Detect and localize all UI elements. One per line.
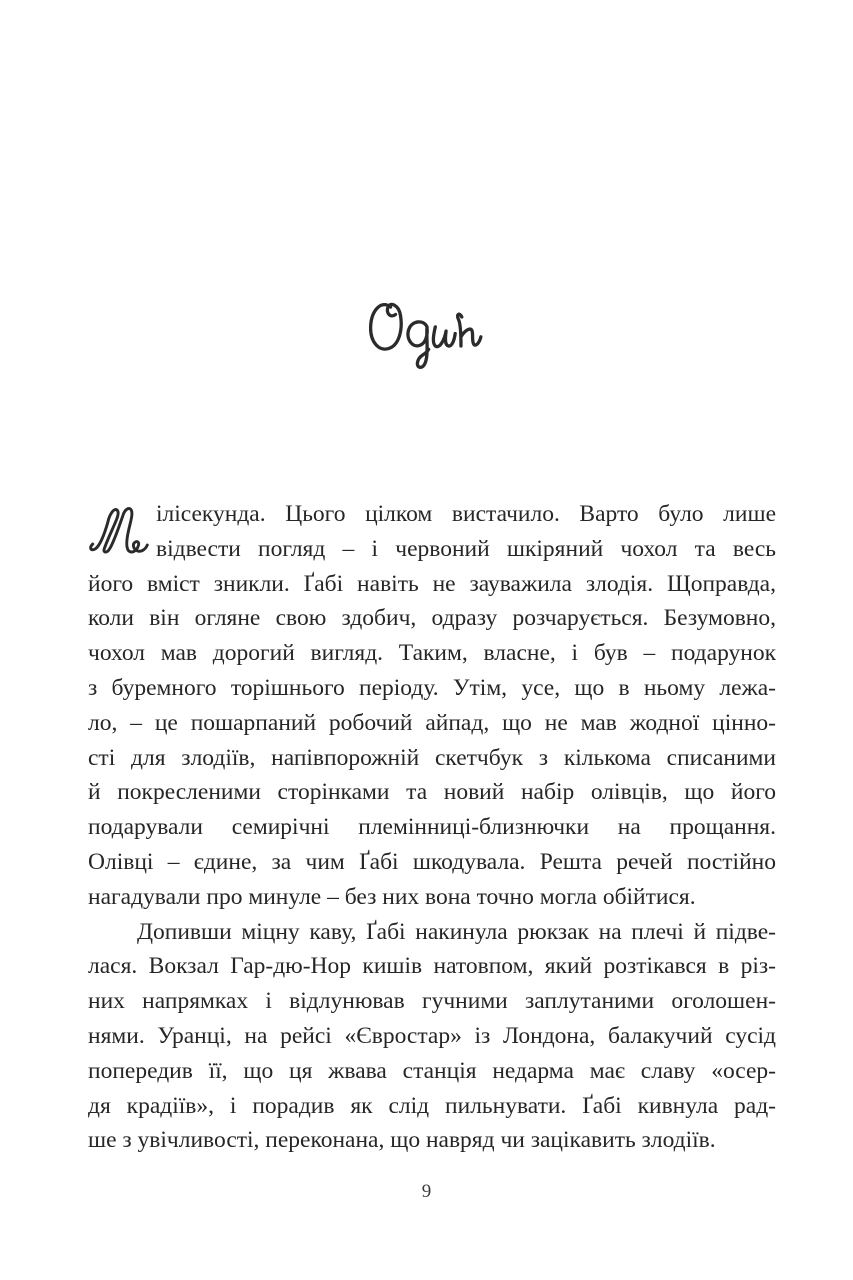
text-line: подарували семирічні племінниці-близнючки на прощання. <box>88 814 776 841</box>
text-line: Допивши міцну каву, Ґабі накинула рюкзак на плечі й підве- <box>137 918 776 945</box>
chapter-title-lettering-svg <box>369 297 485 380</box>
text-line: ілісекунда. Цього цілком вистачило. Варто було лише <box>156 501 776 527</box>
text-line: сті для злодіїв, напівпорожній скетчбук з кількома списаними <box>88 744 776 771</box>
paragraph <box>88 915 776 1159</box>
text-line: ло, – це пошарпаний робочий айпад, що не мав жодної цінно- <box>88 709 776 736</box>
text-line: ше з увічливості, переконана, що навряд чи зацікавить злодіїв. <box>88 1127 716 1154</box>
text-line: чохол мав дорогий вигляд. Таким, власне, і був – подарунок <box>88 640 776 667</box>
text-line: лася. Вокзал Гар-дю-Нор кишів натовпом, який розтікався в різ- <box>88 953 776 980</box>
text-line: Олівці – єдине, за чим Ґабі шкодувала. Решта речей постійно <box>88 848 776 875</box>
body-text <box>88 497 776 1158</box>
text-line: відвести погляд – і червоний шкіряний чохол та весь <box>156 535 776 562</box>
paragraph <box>88 497 776 915</box>
text-line: його вміст зникли. Ґабі навіть не зауважила злодія. Щоправда, <box>88 570 776 597</box>
chapter-title <box>0 297 853 380</box>
text-line: й покресленими сторінками та новий набір олівців, що його <box>88 779 776 806</box>
page-number: 9 <box>421 1181 432 1202</box>
text-line: дя крадіїв», і порадив як слід пильнувати. Ґабі кивнула рад- <box>88 1092 776 1119</box>
drop-cap <box>88 500 154 563</box>
text-line: нагадували про минуле – без них вона точно могла обійтися. <box>88 883 696 910</box>
text-line: попередив її, що ця жвава станція недарма має славу «осер- <box>88 1057 776 1084</box>
text-line: з буремного торішнього періоду. Утім, усе, що в ньому лежа- <box>88 674 776 701</box>
text-line: коли він огляне свою здобич, одразу розчарується. Безумовно, <box>88 605 776 632</box>
drop-cap-lettering-svg <box>88 500 152 558</box>
text-line: них напрямках і відлунював гучними заплутаними оголошен- <box>88 988 776 1015</box>
text-line: нями. Уранці, на рейсі «Євростар» із Лондона, балакучий сусід <box>88 1022 776 1049</box>
